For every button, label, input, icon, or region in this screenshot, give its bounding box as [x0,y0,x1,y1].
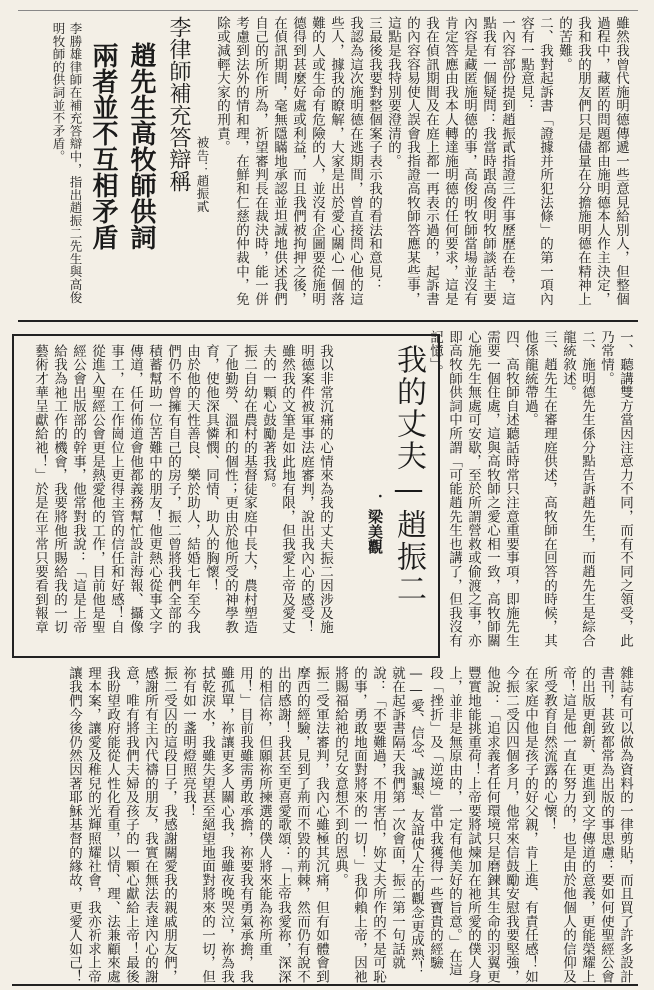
article2-cont-paragraph: 振二受囚的這段日子，我感謝關愛我的親戚朋友們，感謝所有主內代禱的朋友，我實在無法表達內心的謝意，唯有將我們夫婦及孩子的一顆心獻給上帝！最後我盼望政府能從人性化看重，以情、理、法兼顧來處理本案，讓愛及稚兒的光輝照耀社會，我亦祈求上帝讓我們今後仍然因著耶穌基督的緣故，更愛人如己！ [66,666,177,984]
article1-paragraph: 三最後我要對整個案子表示我的看法和意見： [366,16,382,292]
article1-cont-paragraph: 二、施明德先生係分點告訴趙先生，而趙先生是綜合龍統敘述。 [560,330,595,648]
article2-cont-paragraph: 在家庭中他是孩子的好父親，肯上進、有責任感！如今振二受囚四個多月，他常來信鼓勵安慰我要堅強，他說：「追求義者任何環境只是磨鍊其生命的羽翼更豐實地能挑重荷！上帝要將試煉加在祂所愛的僕人身上，並非是無原由的，一定有他美好的旨意。」在這段「挫折」及「逆境」當中我獲得一些寶貴的經驗——愛、信念、誠懇、友誼使人生的觀念更成熟！就在起訴書隔天我們第一次會面，振二第一句話就說：「不要難過，不用害怕，妳丈夫所作的不是可恥的事，勇敢地面對將來的一切！」我仰賴上帝，因祂將賜福給祂的兒女意想不到的恩典。 [332,666,538,984]
article2-paragraph: 振二自幼在農村的基督徒家庭中長大，農村塑造了他勤勞、溫和的個性；更由於他所受的神學教育，使他深具憐憫、同情、助人的胸懷！ [203,344,257,634]
article2-title: 我的丈夫—趙振二 [391,344,426,605]
article2-author: ．梁美觀 [366,494,384,554]
article1-paragraph: 雖然我曾代施明德傳遞一些意見給別人，但整個過程中，藏匿的問題都由施明德本人作主決定，我和我的朋友們只是儘量在分擔施明德在精神上的苦難。 [556,16,629,306]
article1-deck: 李勝雄律師在補充答辯中，指出趙振二先生與高俊明牧師的供詞並不矛盾。 [51,22,83,304]
article1-signature: 被告：趙振貳 [195,136,210,213]
article1-cont-paragraph: 四、高牧師自述聽話時常只注意重要事項，即施先生需要一個住處，這與高牧師之愛心相一致，高牧師關心施先生無處可安歇，至於所謂營救或偷渡之事，亦即高牧師供詞中所謂「可能趙先生也講了，但我沒有記憶」。 [427,330,519,648]
article1-kicker: 李律師補充答辯稱 [166,16,191,192]
section-rule [18,320,638,322]
article1-title-area [18,16,196,316]
article1-headline-2: 兩者並不互相矛盾 [88,42,118,250]
article2-body [22,344,334,644]
article1-headline-1: 趙先生高牧師供詞 [126,42,156,250]
article1-cont-paragraph: 一、聽講雙方當因注意力不同，而有不同之領受，此乃常情。 [598,330,633,648]
article1-continuation [427,330,634,650]
bottom-rule [12,984,638,986]
article1-cont-paragraph: 三、趙先生在審理庭供述，高牧師在回答的時候，其他係龍統帶過。 [522,330,557,648]
article2-continuation [18,666,634,984]
article2-paragraph: 我以非常沉痛的心情來為我的丈夫振二因涉及施明德案件被軍事法庭審判，說出我內心的感受！雖然我的文筆是如此地有限，但我愛上帝及愛丈夫的一顆心鼓勵著我寫。 [260,344,333,634]
article2-cont-paragraph: 雜誌有可以做為資料的一律剪貼，而且買了許多設計書刊，甚致都常為出版的事思慮：要如何使聖經公會的出版更創新、更進到文字傳道的意義，更能榮耀上帝！這是他一直在努力的，也是由於他個人的信仰及所受教育自然流露的心懷！ [541,666,633,984]
article1-body [195,16,630,306]
article2-title-area [338,344,430,644]
article1-paragraph: 一內容部份提到趙振貳指證三件事歷歷在卷，這點我有一個疑問：我當時跟高俊明牧師談話主要內容是藏匿施明德的事，高俊明牧師當場並沒有肯定答應由我本人轉達施明德的任何要求，這是我在偵訊期間及在庭上都一再表示過的，起訴書的內容容易使人誤會我指證高牧師答應某些事，這點是我特別要澄清的。 [385,16,515,306]
article1-paragraph: 我認為這次施明德在逃期間，曾直接問心他的這些人，據我的瞭解，大家是出於愛心關心一個落難的人或生命有危險的人，並沒有企圖要從施明德得到甚麼好處或利益，而且我們被拘押之後，在偵訊期間，毫無隱瞞地承認並坦誠地供述我們自己的所作所為，祈望審判長在裁決時，能一併考慮到法外的情和理，在鮮和仁慈的仲裁中，免除或減輕大家的刑責。 [214,16,363,306]
article2-cont-paragraph: 振二受軍法審判，我內心雖極其沉痛，但有如體會到摩西的經驗，見到了荊而不毀的荊棘，然而仍有說不出的感謝！我甚至更喜愛歌頌：「上帝我愛祢，深深的相信祢，但願祢所揀選的僕人將來能為祢所重用！」目前我雖需勇敢承擔，祢要我有勇氣承擔，我雖孤單，祢讓更多人關心我，我雖夜晚哭泣，祢為我拭乾淚水，我雖失望甚至絕望地面對將來的一切，但祢有如一盞明燈照亮我！ [180,666,329,984]
article2-paragraph: 由於他的天性善良、樂於助人，結婚七年至今我們仍不曾擁有自己的房子，振二曾將我們全部的積蓄幫助一位苦難中的朋友！他更熱心從事文字傳道，任何佈道會他都義務幫忙設計海報、攝像事工，在工作崗位上更得主管的信任和好感！自從進入聖經公會更是熱愛他的工作，目前他是聖經公會出版部的幹事，他常對我說：「這是上帝給我為祂工作的機會，我要將他所賜給我的一切藝術才華呈獻給祂！」於是在平常只要看到報章 [32,344,200,634]
top-rule [18,10,638,11]
article1-paragraph: 二、我對起訴書「證據并所犯法條」的第一項內容有一點意見： [518,16,553,306]
